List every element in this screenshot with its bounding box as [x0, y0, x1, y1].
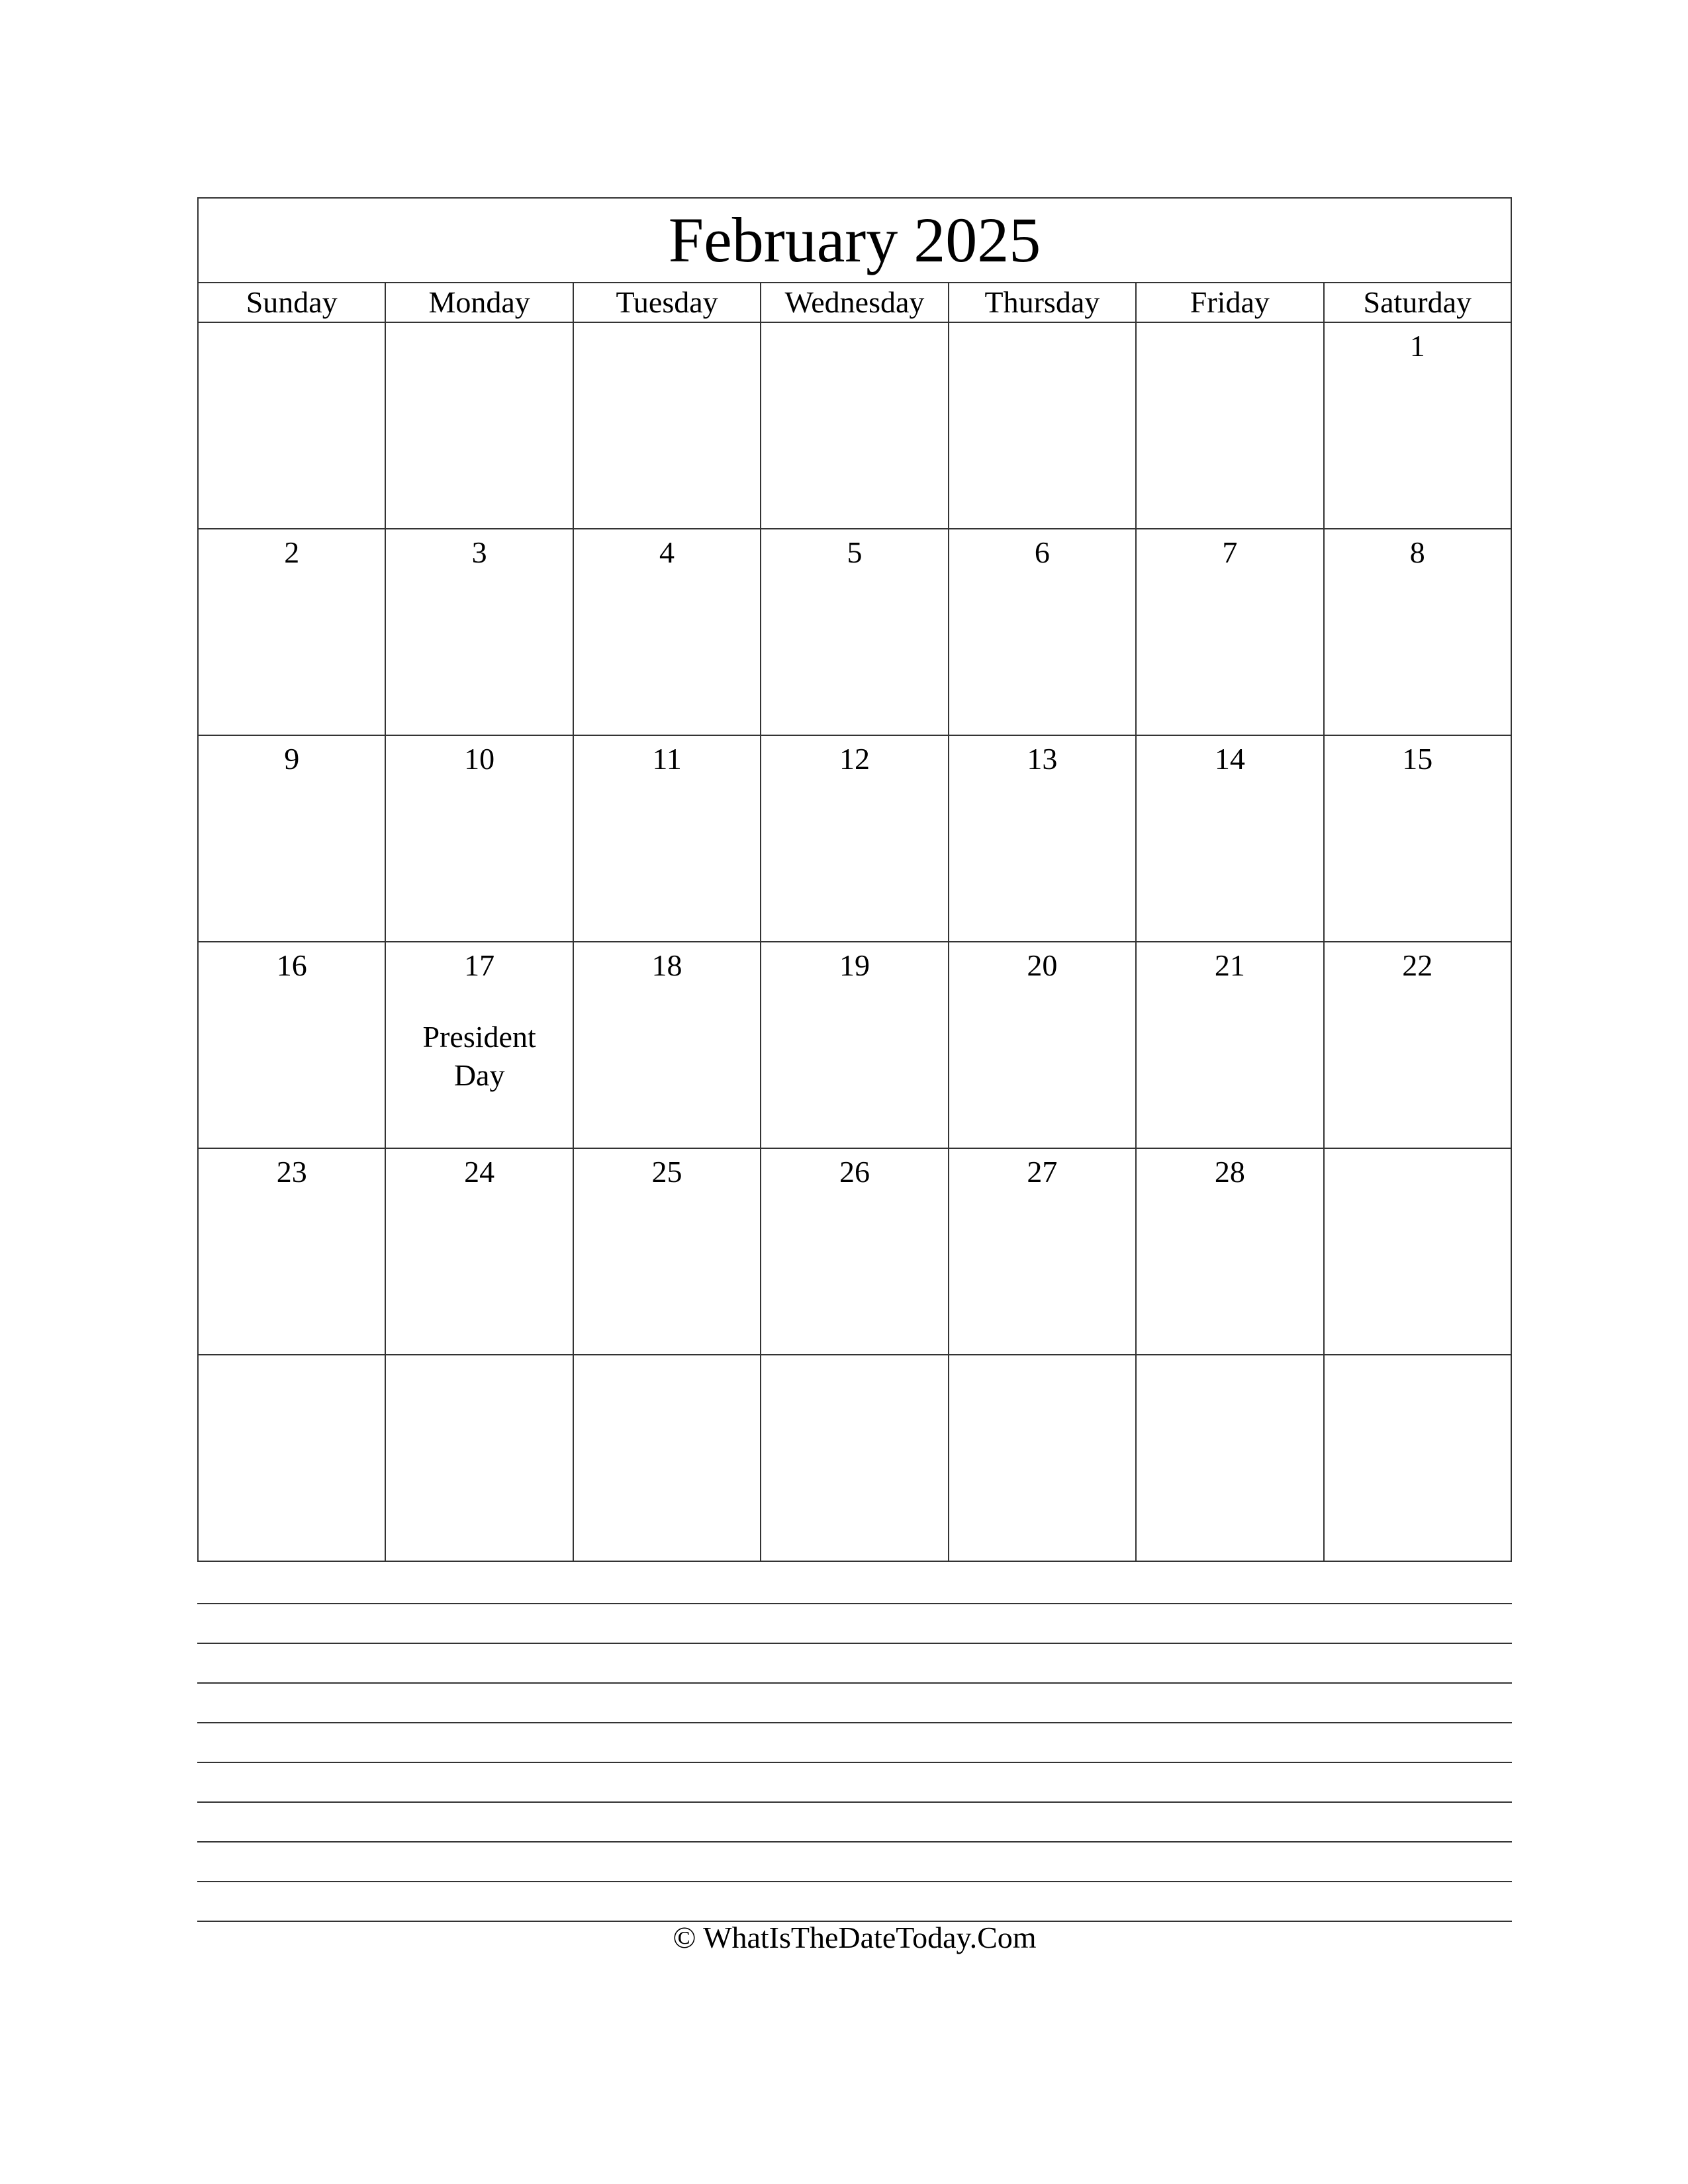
day-number: 12	[839, 742, 870, 776]
calendar-day-cell	[385, 322, 573, 529]
day-number: 8	[1409, 535, 1425, 569]
calendar-day-cell	[761, 529, 948, 735]
calendar-day-cell	[949, 322, 1136, 529]
day-number: 13	[1027, 742, 1058, 776]
calendar-day-cell	[198, 1355, 385, 1561]
calendar-day-cell	[1324, 322, 1511, 529]
day-number	[574, 1355, 760, 1363]
calendar-day-cell	[573, 322, 761, 529]
day-number: 17	[464, 948, 495, 982]
day-number: 5	[847, 535, 863, 569]
calendar-day-cell	[949, 1148, 1136, 1355]
calendar-day-cell	[1136, 529, 1323, 735]
calendar-day-cell	[1136, 1355, 1323, 1561]
note-line	[197, 1841, 1512, 1843]
calendar-day-cell	[573, 735, 761, 942]
weekday-sunday: Sunday	[198, 283, 385, 322]
day-number	[949, 323, 1135, 331]
day-number: 16	[276, 948, 307, 982]
calendar-day-cell	[1324, 735, 1511, 942]
calendar-day-cell	[761, 322, 948, 529]
calendar-day-cell	[198, 942, 385, 1148]
day-number	[574, 323, 760, 331]
calendar-day-cell	[761, 1148, 948, 1355]
day-number	[386, 1355, 572, 1363]
calendar-week-row	[198, 735, 1511, 942]
calendar-day-cell	[1136, 942, 1323, 1148]
calendar-day-cell	[1324, 529, 1511, 735]
day-number	[199, 1355, 385, 1363]
calendar-day-cell	[198, 529, 385, 735]
copyright-footer: © WhatIsTheDateToday.Com	[673, 1921, 1037, 1954]
weekday-wednesday: Wednesday	[761, 283, 948, 322]
day-number: 28	[1214, 1155, 1245, 1189]
day-number: 3	[471, 535, 487, 569]
note-line	[197, 1722, 1512, 1723]
calendar-week-row	[198, 322, 1511, 529]
day-number	[1137, 323, 1323, 331]
day-number: 26	[839, 1155, 870, 1189]
day-number: 15	[1402, 742, 1433, 776]
note-line	[197, 1643, 1512, 1644]
calendar-day-cell	[573, 942, 761, 1148]
calendar-day-cell	[385, 529, 573, 735]
day-number: 21	[1214, 948, 1245, 982]
day-number: 25	[651, 1155, 682, 1189]
calendar-day-cell	[573, 529, 761, 735]
day-number	[761, 323, 947, 331]
day-number	[1325, 1355, 1511, 1363]
calendar-day-cell	[761, 735, 948, 942]
day-number: 19	[839, 948, 870, 982]
calendar-day-cell	[385, 1355, 573, 1561]
calendar-day-cell	[573, 1148, 761, 1355]
day-number: 20	[1027, 948, 1058, 982]
calendar-day-cell	[1136, 735, 1323, 942]
day-number: 2	[284, 535, 300, 569]
calendar-day-cell	[949, 942, 1136, 1148]
weekday-thursday: Thursday	[949, 283, 1136, 322]
calendar-body	[198, 322, 1511, 1561]
calendar-day-cell	[761, 1355, 948, 1561]
day-number: 9	[284, 742, 300, 776]
calendar-day-cell	[1324, 942, 1511, 1148]
weekday-friday: Friday	[1136, 283, 1323, 322]
calendar-week-row	[198, 1148, 1511, 1355]
calendar-day-cell	[198, 735, 385, 942]
calendar-day-cell	[1136, 322, 1323, 529]
note-line	[197, 1682, 1512, 1684]
calendar-day-cell	[1324, 1355, 1511, 1561]
day-number: 11	[652, 742, 682, 776]
weekday-monday: Monday	[385, 283, 573, 322]
day-number	[386, 323, 572, 331]
calendar-title: February 2025	[198, 198, 1511, 283]
note-line	[197, 1603, 1512, 1604]
weekday-tuesday: Tuesday	[573, 283, 761, 322]
day-number: 4	[659, 535, 675, 569]
calendar-day-cell	[949, 529, 1136, 735]
note-line	[197, 1881, 1512, 1882]
day-number: 23	[276, 1155, 307, 1189]
calendar-week-row	[198, 1355, 1511, 1561]
day-number	[199, 323, 385, 331]
weekday-header-row	[198, 283, 1511, 322]
calendar-day-cell	[949, 1355, 1136, 1561]
day-number: 22	[1402, 948, 1433, 982]
calendar-day-cell	[949, 735, 1136, 942]
calendar-day-cell	[198, 1148, 385, 1355]
calendar-week-row	[198, 529, 1511, 735]
day-number: 24	[464, 1155, 495, 1189]
note-line	[197, 1762, 1512, 1763]
calendar-day-cell	[385, 942, 573, 1148]
day-number	[1325, 1149, 1511, 1157]
calendar-day-cell	[1136, 1148, 1323, 1355]
calendar-day-cell	[761, 942, 948, 1148]
holiday-label: President Day	[422, 1020, 536, 1092]
day-number	[949, 1355, 1135, 1363]
day-number: 6	[1034, 535, 1050, 569]
day-number	[761, 1355, 947, 1363]
day-number: 14	[1214, 742, 1245, 776]
weekday-saturday: Saturday	[1324, 283, 1511, 322]
calendar-week-row	[198, 942, 1511, 1148]
calendar-day-cell	[385, 1148, 573, 1355]
day-number: 7	[1222, 535, 1238, 569]
day-number: 18	[651, 948, 682, 982]
calendar-day-cell	[1324, 1148, 1511, 1355]
day-number	[1137, 1355, 1323, 1363]
day-number: 10	[464, 742, 495, 776]
notes-lines	[197, 1603, 1512, 1960]
calendar-day-cell	[573, 1355, 761, 1561]
day-number: 27	[1027, 1155, 1058, 1189]
day-number: 1	[1409, 329, 1425, 363]
calendar-day-cell	[385, 735, 573, 942]
note-line	[197, 1801, 1512, 1803]
calendar-day-cell	[198, 322, 385, 529]
calendar-table	[197, 197, 1512, 1562]
